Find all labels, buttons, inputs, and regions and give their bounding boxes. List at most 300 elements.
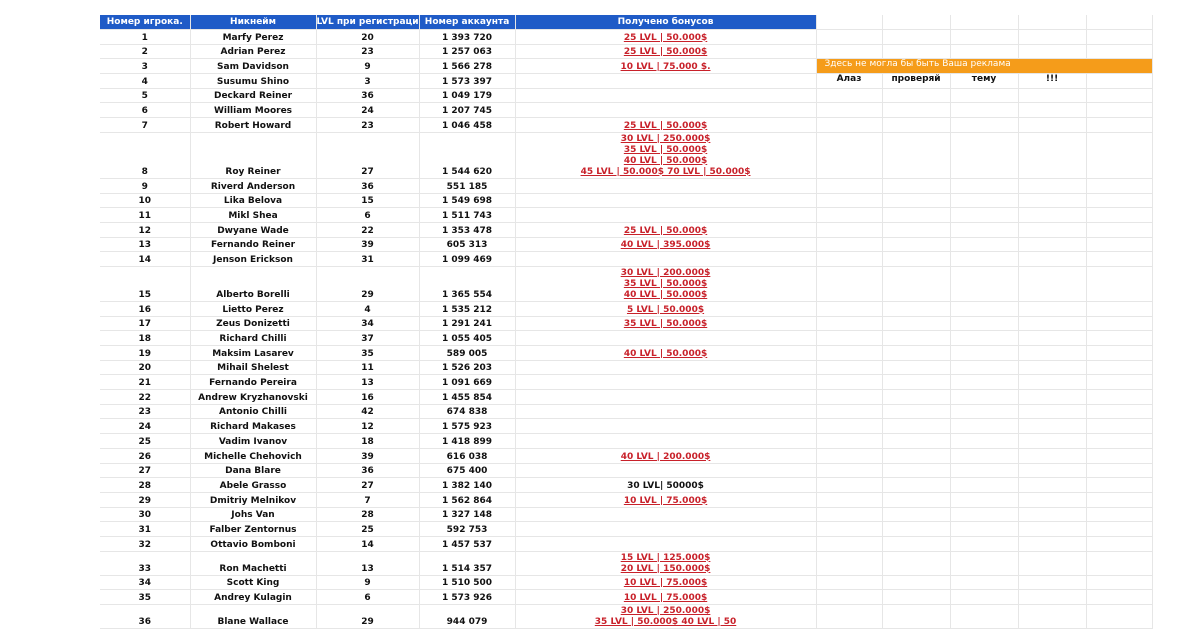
- account-cell[interactable]: 1 514 357: [419, 551, 515, 575]
- empty-cell[interactable]: [882, 346, 950, 361]
- empty-cell[interactable]: [1018, 316, 1086, 331]
- empty-cell[interactable]: [1018, 103, 1086, 118]
- empty-cell[interactable]: [1018, 301, 1086, 316]
- empty-cell[interactable]: [1086, 605, 1152, 629]
- empty-cell[interactable]: [816, 252, 882, 267]
- bonus-cell[interactable]: [515, 193, 816, 208]
- nickname-cell[interactable]: Jenson Erickson: [190, 252, 316, 267]
- bonus-cell[interactable]: [515, 507, 816, 522]
- level-cell[interactable]: 6: [316, 208, 419, 223]
- account-cell[interactable]: 589 005: [419, 346, 515, 361]
- nickname-cell[interactable]: Abele Grasso: [190, 478, 316, 493]
- bonus-cell[interactable]: [515, 492, 816, 507]
- player-no-cell[interactable]: 19: [100, 346, 190, 361]
- bonus-link[interactable]: 30 LVL | 250.000$: [620, 606, 711, 616]
- empty-cell[interactable]: [1086, 331, 1152, 346]
- bonus-link[interactable]: 20 LVL | 150.000$: [620, 563, 711, 574]
- empty-cell[interactable]: [1018, 237, 1086, 252]
- empty-cell[interactable]: [1086, 222, 1152, 237]
- bonus-cell[interactable]: [515, 434, 816, 449]
- bonus-cell[interactable]: [515, 375, 816, 390]
- level-cell[interactable]: 23: [316, 118, 419, 133]
- empty-cell[interactable]: [816, 492, 882, 507]
- account-cell[interactable]: 592 753: [419, 522, 515, 537]
- empty-cell[interactable]: [950, 434, 1018, 449]
- empty-cell[interactable]: [882, 103, 950, 118]
- empty-cell[interactable]: [1018, 478, 1086, 493]
- bonus-link[interactable]: 45 LVL | 50.000$ 70 LVL | 50.000$: [580, 166, 751, 177]
- empty-cell[interactable]: [1086, 375, 1152, 390]
- empty-cell[interactable]: [816, 448, 882, 463]
- bonus-link[interactable]: 10 LVL | 75.000$: [623, 578, 708, 589]
- empty-cell[interactable]: [882, 404, 950, 419]
- nickname-cell[interactable]: Ottavio Bomboni: [190, 536, 316, 551]
- empty-cell[interactable]: [1018, 360, 1086, 375]
- empty-cell[interactable]: [816, 434, 882, 449]
- ad-banner[interactable]: Здесь не могла бы быть Ваша реклама: [816, 59, 1152, 74]
- empty-cell[interactable]: [1086, 404, 1152, 419]
- account-cell[interactable]: 1 418 899: [419, 434, 515, 449]
- header-nickname[interactable]: Никнейм: [190, 15, 316, 30]
- level-cell[interactable]: 29: [316, 266, 419, 301]
- empty-cell[interactable]: [816, 237, 882, 252]
- empty-cell[interactable]: [816, 536, 882, 551]
- level-cell[interactable]: 27: [316, 478, 419, 493]
- empty-cell[interactable]: [1086, 507, 1152, 522]
- account-cell[interactable]: 675 400: [419, 463, 515, 478]
- empty-cell[interactable]: [1086, 419, 1152, 434]
- empty-cell[interactable]: [882, 132, 950, 178]
- empty-cell[interactable]: [816, 331, 882, 346]
- empty-cell[interactable]: [816, 301, 882, 316]
- nickname-cell[interactable]: Robert Howard: [190, 118, 316, 133]
- empty-cell[interactable]: [882, 536, 950, 551]
- bonus-cell[interactable]: [515, 590, 816, 605]
- bonus-cell[interactable]: [515, 463, 816, 478]
- level-cell[interactable]: 39: [316, 237, 419, 252]
- bonus-cell[interactable]: [515, 178, 816, 193]
- empty-cell[interactable]: [1086, 208, 1152, 223]
- empty-cell[interactable]: [882, 463, 950, 478]
- player-no-cell[interactable]: 21: [100, 375, 190, 390]
- bonus-cell[interactable]: [515, 44, 816, 59]
- bonus-cell[interactable]: [515, 30, 816, 45]
- nickname-cell[interactable]: Ron Machetti: [190, 551, 316, 575]
- empty-cell[interactable]: [1018, 590, 1086, 605]
- empty-cell[interactable]: [816, 103, 882, 118]
- account-cell[interactable]: 1 207 745: [419, 103, 515, 118]
- empty-cell[interactable]: [1018, 252, 1086, 267]
- account-cell[interactable]: 1 566 278: [419, 59, 515, 74]
- bonus-link[interactable]: 25 LVL | 50.000$: [623, 32, 708, 43]
- level-cell[interactable]: 23: [316, 44, 419, 59]
- header-account[interactable]: Номер аккаунта: [419, 15, 515, 30]
- bonus-link[interactable]: 10 LVL | 75.000$: [623, 495, 708, 506]
- nickname-cell[interactable]: Andrey Kulagin: [190, 590, 316, 605]
- bonus-link[interactable]: 35 LVL | 50.000$: [623, 278, 708, 289]
- empty-cell[interactable]: [882, 360, 950, 375]
- level-cell[interactable]: 22: [316, 222, 419, 237]
- account-cell[interactable]: 674 838: [419, 404, 515, 419]
- empty-cell[interactable]: [1086, 590, 1152, 605]
- ad-word-cell[interactable]: Алаз: [816, 74, 882, 89]
- bonus-cell[interactable]: [515, 390, 816, 405]
- empty-cell[interactable]: [816, 132, 882, 178]
- empty-cell[interactable]: [882, 208, 950, 223]
- level-cell[interactable]: 11: [316, 360, 419, 375]
- empty-cell[interactable]: [882, 551, 950, 575]
- empty-cell[interactable]: [816, 404, 882, 419]
- empty-cell[interactable]: [950, 88, 1018, 103]
- nickname-cell[interactable]: Dana Blare: [190, 463, 316, 478]
- bonus-link[interactable]: 35 LVL | 50.000$ 40 LVL | 50: [594, 617, 737, 627]
- account-cell[interactable]: 1 091 669: [419, 375, 515, 390]
- bonus-link[interactable]: 40 LVL | 50.000$: [623, 348, 708, 359]
- level-cell[interactable]: 36: [316, 463, 419, 478]
- empty-cell[interactable]: [1018, 208, 1086, 223]
- empty-cell[interactable]: [816, 118, 882, 133]
- level-cell[interactable]: 36: [316, 178, 419, 193]
- empty-cell[interactable]: [1018, 419, 1086, 434]
- empty-cell[interactable]: [1086, 252, 1152, 267]
- empty-cell[interactable]: [1018, 331, 1086, 346]
- level-cell[interactable]: 29: [316, 605, 419, 629]
- empty-cell[interactable]: [1086, 103, 1152, 118]
- nickname-cell[interactable]: Roy Reiner: [190, 132, 316, 178]
- account-cell[interactable]: 1 535 212: [419, 301, 515, 316]
- account-cell[interactable]: 551 185: [419, 178, 515, 193]
- bonus-link[interactable]: 40 LVL | 395.000$: [620, 240, 711, 251]
- nickname-cell[interactable]: William Moores: [190, 103, 316, 118]
- empty-cell[interactable]: [1086, 301, 1152, 316]
- empty-cell[interactable]: [950, 15, 1018, 30]
- bonus-link[interactable]: 35 LVL | 50.000$: [623, 144, 708, 155]
- empty-cell[interactable]: [1086, 346, 1152, 361]
- empty-cell[interactable]: [1018, 266, 1086, 301]
- account-cell[interactable]: 1 353 478: [419, 222, 515, 237]
- bonus-cell[interactable]: [515, 575, 816, 590]
- level-cell[interactable]: 18: [316, 434, 419, 449]
- empty-cell[interactable]: [1086, 522, 1152, 537]
- empty-cell[interactable]: [882, 478, 950, 493]
- player-no-cell[interactable]: 33: [100, 551, 190, 575]
- empty-cell[interactable]: [882, 605, 950, 629]
- player-no-cell[interactable]: 14: [100, 252, 190, 267]
- bonus-link[interactable]: 25 LVL | 50.000$: [623, 120, 708, 131]
- empty-cell[interactable]: [816, 30, 882, 45]
- empty-cell[interactable]: [950, 590, 1018, 605]
- level-cell[interactable]: 13: [316, 551, 419, 575]
- level-cell[interactable]: 6: [316, 590, 419, 605]
- player-no-cell[interactable]: 34: [100, 575, 190, 590]
- empty-cell[interactable]: [1086, 88, 1152, 103]
- empty-cell[interactable]: [882, 590, 950, 605]
- empty-cell[interactable]: [1086, 15, 1152, 30]
- player-no-cell[interactable]: 20: [100, 360, 190, 375]
- empty-cell[interactable]: [950, 30, 1018, 45]
- nickname-cell[interactable]: Lietto Perez: [190, 301, 316, 316]
- level-cell[interactable]: 31: [316, 252, 419, 267]
- empty-cell[interactable]: [950, 536, 1018, 551]
- nickname-cell[interactable]: Riverd Anderson: [190, 178, 316, 193]
- nickname-cell[interactable]: Zeus Donizetti: [190, 316, 316, 331]
- empty-cell[interactable]: [1018, 132, 1086, 178]
- account-cell[interactable]: 1 510 500: [419, 575, 515, 590]
- empty-cell[interactable]: [816, 15, 882, 30]
- bonus-cell[interactable]: [515, 331, 816, 346]
- empty-cell[interactable]: [950, 507, 1018, 522]
- bonus-cell[interactable]: [515, 316, 816, 331]
- empty-cell[interactable]: [950, 132, 1018, 178]
- empty-cell[interactable]: [816, 346, 882, 361]
- nickname-cell[interactable]: Maksim Lasarev: [190, 346, 316, 361]
- header-bonuses[interactable]: Получено бонусов: [515, 15, 816, 30]
- nickname-cell[interactable]: Dmitriy Melnikov: [190, 492, 316, 507]
- player-no-cell[interactable]: 23: [100, 404, 190, 419]
- ad-word-cell[interactable]: проверяй: [882, 74, 950, 89]
- player-no-cell[interactable]: 36: [100, 605, 190, 629]
- bonus-link[interactable]: 10 LVL | 75.000$: [623, 593, 708, 603]
- empty-cell[interactable]: [950, 448, 1018, 463]
- empty-cell[interactable]: [1086, 193, 1152, 208]
- bonus-cell[interactable]: 30 LVL| 50000$: [515, 478, 816, 493]
- empty-cell[interactable]: [1018, 507, 1086, 522]
- empty-cell[interactable]: [950, 316, 1018, 331]
- player-no-cell[interactable]: 2: [100, 44, 190, 59]
- empty-cell[interactable]: [882, 434, 950, 449]
- level-cell[interactable]: 37: [316, 331, 419, 346]
- empty-cell[interactable]: [1018, 15, 1086, 30]
- account-cell[interactable]: 1 099 469: [419, 252, 515, 267]
- player-no-cell[interactable]: 17: [100, 316, 190, 331]
- empty-cell[interactable]: [816, 507, 882, 522]
- nickname-cell[interactable]: Lika Belova: [190, 193, 316, 208]
- bonus-cell[interactable]: [515, 536, 816, 551]
- level-cell[interactable]: 20: [316, 30, 419, 45]
- empty-cell[interactable]: [950, 375, 1018, 390]
- empty-cell[interactable]: [950, 551, 1018, 575]
- player-no-cell[interactable]: 27: [100, 463, 190, 478]
- empty-cell[interactable]: [950, 103, 1018, 118]
- nickname-cell[interactable]: Fernando Pereira: [190, 375, 316, 390]
- level-cell[interactable]: 7: [316, 492, 419, 507]
- empty-cell[interactable]: [1018, 434, 1086, 449]
- player-no-cell[interactable]: 13: [100, 237, 190, 252]
- empty-cell[interactable]: [950, 44, 1018, 59]
- empty-cell[interactable]: [816, 88, 882, 103]
- empty-cell[interactable]: [950, 390, 1018, 405]
- empty-cell[interactable]: [1018, 404, 1086, 419]
- empty-cell[interactable]: [950, 605, 1018, 629]
- level-cell[interactable]: 27: [316, 132, 419, 178]
- account-cell[interactable]: 1 257 063: [419, 44, 515, 59]
- nickname-cell[interactable]: Mihail Shelest: [190, 360, 316, 375]
- empty-cell[interactable]: [882, 448, 950, 463]
- player-no-cell[interactable]: 6: [100, 103, 190, 118]
- empty-cell[interactable]: [816, 266, 882, 301]
- nickname-cell[interactable]: Marfy Perez: [190, 30, 316, 45]
- level-cell[interactable]: 34: [316, 316, 419, 331]
- player-no-cell[interactable]: 25: [100, 434, 190, 449]
- empty-cell[interactable]: [1018, 390, 1086, 405]
- account-cell[interactable]: 1 055 405: [419, 331, 515, 346]
- bonus-link[interactable]: 30 LVL | 200.000$: [620, 267, 711, 278]
- account-cell[interactable]: 1 575 923: [419, 419, 515, 434]
- empty-cell[interactable]: [816, 605, 882, 629]
- empty-cell[interactable]: [816, 390, 882, 405]
- empty-cell[interactable]: [1086, 478, 1152, 493]
- empty-cell[interactable]: [1086, 74, 1152, 89]
- level-cell[interactable]: 4: [316, 301, 419, 316]
- nickname-cell[interactable]: Alberto Borelli: [190, 266, 316, 301]
- bonus-cell[interactable]: [515, 266, 816, 301]
- empty-cell[interactable]: [950, 266, 1018, 301]
- account-cell[interactable]: 1 573 397: [419, 74, 515, 89]
- bonus-cell[interactable]: [515, 448, 816, 463]
- empty-cell[interactable]: [950, 252, 1018, 267]
- empty-cell[interactable]: [882, 375, 950, 390]
- account-cell[interactable]: 605 313: [419, 237, 515, 252]
- level-cell[interactable]: 25: [316, 522, 419, 537]
- bonus-link[interactable]: 25 LVL | 50.000$: [623, 225, 708, 236]
- nickname-cell[interactable]: Fernando Reiner: [190, 237, 316, 252]
- player-no-cell[interactable]: 9: [100, 178, 190, 193]
- level-cell[interactable]: 9: [316, 59, 419, 74]
- account-cell[interactable]: 1 457 537: [419, 536, 515, 551]
- level-cell[interactable]: 35: [316, 346, 419, 361]
- player-no-cell[interactable]: 31: [100, 522, 190, 537]
- empty-cell[interactable]: [1018, 605, 1086, 629]
- player-no-cell[interactable]: 22: [100, 390, 190, 405]
- empty-cell[interactable]: [950, 478, 1018, 493]
- empty-cell[interactable]: [816, 222, 882, 237]
- player-no-cell[interactable]: 8: [100, 132, 190, 178]
- nickname-cell[interactable]: Richard Chilli: [190, 331, 316, 346]
- bonus-link[interactable]: 40 LVL | 50.000$: [623, 155, 708, 166]
- player-no-cell[interactable]: 15: [100, 266, 190, 301]
- empty-cell[interactable]: [1086, 44, 1152, 59]
- empty-cell[interactable]: [1086, 463, 1152, 478]
- empty-cell[interactable]: [882, 266, 950, 301]
- ad-word-cell[interactable]: тему: [950, 74, 1018, 89]
- level-cell[interactable]: 28: [316, 507, 419, 522]
- nickname-cell[interactable]: Adrian Perez: [190, 44, 316, 59]
- bonus-cell[interactable]: [515, 208, 816, 223]
- nickname-cell[interactable]: Sam Davidson: [190, 59, 316, 74]
- nickname-cell[interactable]: Andrew Kryzhanovski: [190, 390, 316, 405]
- level-cell[interactable]: 16: [316, 390, 419, 405]
- empty-cell[interactable]: [1086, 178, 1152, 193]
- bonus-link[interactable]: 40 LVL | 200.000$: [620, 451, 711, 462]
- empty-cell[interactable]: [882, 331, 950, 346]
- empty-cell[interactable]: [950, 222, 1018, 237]
- account-cell[interactable]: 1 455 854: [419, 390, 515, 405]
- empty-cell[interactable]: [1018, 551, 1086, 575]
- nickname-cell[interactable]: Vadim Ivanov: [190, 434, 316, 449]
- empty-cell[interactable]: [1086, 30, 1152, 45]
- empty-cell[interactable]: [1018, 178, 1086, 193]
- nickname-cell[interactable]: Michelle Chehovich: [190, 448, 316, 463]
- empty-cell[interactable]: [882, 419, 950, 434]
- level-cell[interactable]: 3: [316, 74, 419, 89]
- level-cell[interactable]: 9: [316, 575, 419, 590]
- player-no-cell[interactable]: 7: [100, 118, 190, 133]
- empty-cell[interactable]: [1018, 522, 1086, 537]
- empty-cell[interactable]: [882, 390, 950, 405]
- empty-cell[interactable]: [882, 575, 950, 590]
- bonus-link[interactable]: 30 LVL | 250.000$: [620, 133, 711, 144]
- empty-cell[interactable]: [882, 522, 950, 537]
- header-player-no[interactable]: Номер игрока.: [100, 15, 190, 30]
- empty-cell[interactable]: [1018, 88, 1086, 103]
- player-no-cell[interactable]: 26: [100, 448, 190, 463]
- empty-cell[interactable]: [950, 360, 1018, 375]
- empty-cell[interactable]: [950, 575, 1018, 590]
- account-cell[interactable]: 1 549 698: [419, 193, 515, 208]
- bonus-cell[interactable]: [515, 360, 816, 375]
- empty-cell[interactable]: [950, 492, 1018, 507]
- empty-cell[interactable]: [950, 331, 1018, 346]
- empty-cell[interactable]: [816, 419, 882, 434]
- bonus-cell[interactable]: [515, 118, 816, 133]
- account-cell[interactable]: 1 291 241: [419, 316, 515, 331]
- bonus-cell[interactable]: [515, 551, 816, 575]
- bonus-cell[interactable]: [515, 346, 816, 361]
- nickname-cell[interactable]: Deckard Reiner: [190, 88, 316, 103]
- empty-cell[interactable]: [1086, 448, 1152, 463]
- empty-cell[interactable]: [882, 492, 950, 507]
- bonus-link[interactable]: 5 LVL | 50.000$: [626, 304, 705, 315]
- account-cell[interactable]: 1 365 554: [419, 266, 515, 301]
- empty-cell[interactable]: [1018, 463, 1086, 478]
- level-cell[interactable]: 42: [316, 404, 419, 419]
- bonus-cell[interactable]: [515, 404, 816, 419]
- bonus-cell[interactable]: [515, 522, 816, 537]
- empty-cell[interactable]: [1086, 575, 1152, 590]
- nickname-cell[interactable]: Johs Van: [190, 507, 316, 522]
- bonus-link[interactable]: 15 LVL | 125.000$: [620, 552, 711, 563]
- account-cell[interactable]: 616 038: [419, 448, 515, 463]
- account-cell[interactable]: 1 382 140: [419, 478, 515, 493]
- nickname-cell[interactable]: Scott King: [190, 575, 316, 590]
- empty-cell[interactable]: [950, 237, 1018, 252]
- empty-cell[interactable]: [950, 178, 1018, 193]
- empty-cell[interactable]: [816, 208, 882, 223]
- empty-cell[interactable]: [950, 522, 1018, 537]
- bonus-cell[interactable]: [515, 132, 816, 178]
- level-cell[interactable]: 24: [316, 103, 419, 118]
- empty-cell[interactable]: [882, 301, 950, 316]
- level-cell[interactable]: 36: [316, 88, 419, 103]
- empty-cell[interactable]: [1086, 266, 1152, 301]
- empty-cell[interactable]: [882, 237, 950, 252]
- bonus-link[interactable]: 10 LVL | 75.000 $.: [620, 62, 711, 73]
- bonus-link[interactable]: 25 LVL | 50.000$: [623, 47, 708, 58]
- empty-cell[interactable]: [1086, 237, 1152, 252]
- bonus-link[interactable]: 40 LVL | 50.000$: [623, 289, 708, 300]
- empty-cell[interactable]: [882, 88, 950, 103]
- nickname-cell[interactable]: Blane Wallace: [190, 605, 316, 629]
- ad-word-cell[interactable]: !!!: [1018, 74, 1086, 89]
- nickname-cell[interactable]: Richard Makases: [190, 419, 316, 434]
- account-cell[interactable]: 1 544 620: [419, 132, 515, 178]
- player-no-cell[interactable]: 1: [100, 30, 190, 45]
- empty-cell[interactable]: [950, 419, 1018, 434]
- empty-cell[interactable]: [950, 208, 1018, 223]
- empty-cell[interactable]: [1018, 575, 1086, 590]
- empty-cell[interactable]: [1018, 193, 1086, 208]
- player-no-cell[interactable]: 30: [100, 507, 190, 522]
